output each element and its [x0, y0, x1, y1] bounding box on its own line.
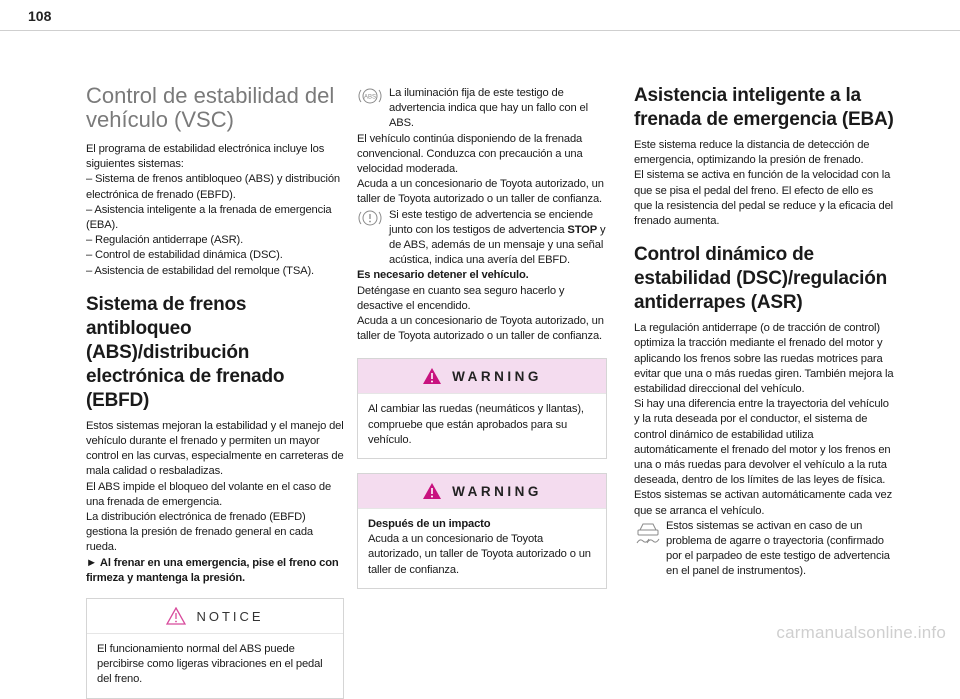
- column-1: [86, 84, 344, 699]
- stop-word: STOP: [567, 223, 598, 236]
- eba-paragraph: El sistema se activa en función de la velocidad con la que se pisa el pedal del freno. El efecto de ello es que la resistencia del pedal se reduce y la eficacia del frenado aumenta.: [634, 169, 894, 228]
- vsc-intro-line: – Sistema de frenos antibloqueo (ABS) y distribución electrónica de frenado (EBFD).: [86, 173, 341, 201]
- notice-label: NOTICE: [196, 608, 264, 624]
- column-3: [634, 84, 894, 580]
- abs-action-text: Al frenar en una emergencia, pise el freno con firmeza y mantenga la presión.: [86, 556, 339, 584]
- warning-box-impact: [357, 473, 607, 589]
- watermark: carmanualsonline.info: [776, 623, 946, 642]
- abs-action: [86, 556, 344, 586]
- warning-header: [358, 359, 606, 394]
- warning-text: Acuda a un concesionario de Toyota autorizado, un taller de Toyota autorizado o un taller de confianza.: [368, 533, 591, 576]
- svg-text:ABS: ABS: [363, 94, 377, 101]
- section-heading-abs: Sistema de frenos antibloqueo (ABS)/distribución electrónica de frenado (EBFD): [86, 293, 285, 411]
- abs-lamp-block: [357, 86, 607, 132]
- abs-paragraph: La distribución electrónica de frenado (EBFD) gestiona la presión de frenado general en cada rueda.: [86, 511, 313, 554]
- dsc-paragraph: Estos sistemas se activan automáticamente cada vez que se arranca el vehículo.: [634, 489, 893, 517]
- brake-warning-lamp-icon: [357, 208, 383, 228]
- stop-cont: Deténgase en cuanto sea seguro hacerlo y desactive el encendido.: [357, 284, 565, 312]
- vsc-intro-line: – Control de estabilidad dinámica (DSC).: [86, 249, 283, 262]
- section-heading-dsc: Control dinámico de estabilidad (DSC)/regulación antiderrapes (ASR): [634, 244, 888, 314]
- vsc-intro-line: El programa de estabilidad electrónica incluye los siguientes sistemas:: [86, 143, 325, 171]
- dsc-paragraph: Si hay una diferencia entre la trayectoria del vehículo y la ruta deseada por el conductor, el sistema de control dinámico de estabilidad utiliza automáticamente el frenado del motor y los frenos en una o más ruedas para devolver el vehículo a la ruta deseada, dentro de los límites de las leyes de física.: [634, 398, 891, 487]
- skid-warning-lamp-icon: [634, 519, 662, 545]
- abs-lamp-text: La iluminación fija de este testigo de advertencia indica que hay un fallo con el ABS.: [389, 87, 588, 130]
- ebfd-lamp-text: Si este testigo de advertencia se enciende junto con los testigos de advertencia STOP y de ABS, además de un mensaje y una señal acústica, indica una avería del EBFD.: [389, 208, 606, 267]
- ebfd-lamp-block: [357, 208, 607, 269]
- stop-cont: Acuda a un concesionario de Toyota autorizado, un taller de Toyota autorizado o un taller de confianza.: [357, 315, 604, 343]
- notice-header: [87, 599, 343, 634]
- notice-text: El funcionamiento normal del ABS puede percibirse como ligeras vibraciones en el pedal del freno.: [97, 643, 323, 686]
- warning-title: Después de un impacto: [368, 518, 491, 531]
- warning-label: WARNING: [452, 368, 542, 384]
- vsc-intro-list: [86, 142, 344, 279]
- abs-paragraph: Estos sistemas mejoran la estabilidad y el manejo del vehículo durante el frenado y permiten un mayor control en las curvas, especialmente en carreteras de mala calidad o resbaladizas.: [86, 419, 344, 478]
- warning-box-wheels: [357, 358, 607, 459]
- abs-lamp-cont: Acuda a un concesionario de Toyota autorizado, un taller de Toyota autorizado o un taller de confianza.: [357, 178, 604, 206]
- section-title-vsc: Control de estabilidad del vehículo (VSC): [86, 83, 335, 132]
- abs-paragraph: El ABS impide el bloqueo del volante en el caso de una frenada de emergencia.: [86, 480, 332, 508]
- notice-box: [86, 598, 344, 699]
- skid-lamp-text: Estos sistemas se activan en caso de un problema de agarre o trayectoria (confirmado por el parpadeo de este testigo de advertencia en el panel de instrumentos).: [666, 519, 890, 578]
- warning-icon: [422, 482, 442, 500]
- warning-text: Al cambiar las ruedas (neumáticos y llantas), compruebe que están aprobados para su vehículo.: [368, 403, 584, 446]
- must-stop: Es necesario detener el vehículo.: [357, 269, 529, 282]
- column-2: [357, 86, 607, 589]
- vsc-intro-line: – Asistencia inteligente a la frenada de emergencia (EBA).: [86, 203, 332, 232]
- vsc-intro-line: – Asistencia de estabilidad del remolque (TSA).: [86, 264, 315, 277]
- skid-lamp-block: [634, 519, 894, 580]
- action-arrow-icon: ►: [86, 556, 97, 569]
- vsc-intro-line: – Regulación antiderrape (ASR).: [86, 234, 244, 247]
- page-number: 108: [28, 8, 52, 24]
- warning-icon: [422, 367, 442, 385]
- warning-label: WARNING: [452, 483, 542, 499]
- header-divider: [0, 30, 960, 31]
- abs-lamp-cont: El vehículo continúa disponiendo de la frenada convencional. Conduzca con precaución a una velocidad moderada.: [357, 132, 583, 176]
- dsc-paragraph: La regulación antiderrape (o de tracción de control) optimiza la tracción mediante el frenado del motor y aplicando los frenos sobre las ruedas motrices para evitar que una o más ruedas giren. También mejora la estabilidad direccional del vehículo.: [634, 322, 894, 396]
- section-heading-eba: Asistencia inteligente a la frenada de emergencia (EBA): [634, 85, 894, 130]
- notice-warning-icon: [166, 607, 186, 625]
- abs-warning-lamp-icon: [357, 86, 383, 106]
- eba-paragraph: Este sistema reduce la distancia de detección de emergencia, optimizando la presión de frenado.: [634, 139, 870, 167]
- warning-header: [358, 474, 606, 509]
